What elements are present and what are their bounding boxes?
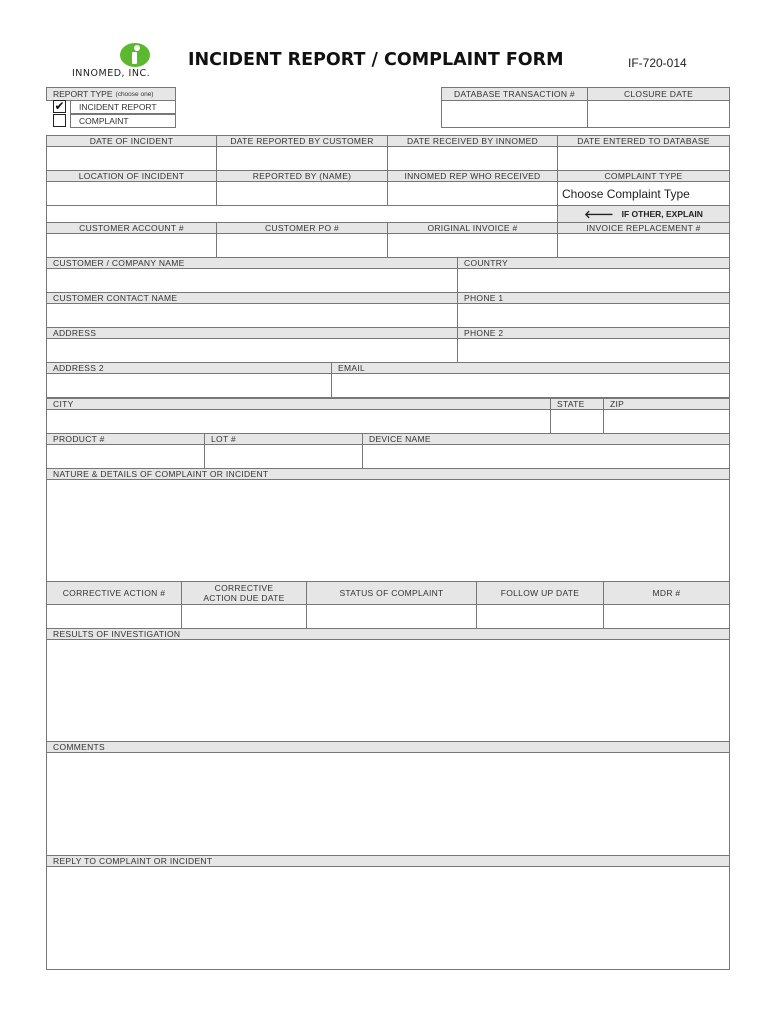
email-field[interactable] [331,373,730,398]
results-label: RESULTS OF INVESTIGATION [46,628,730,640]
company-name: INNOMED, INC. [72,68,151,79]
reply-field[interactable] [46,866,730,970]
city-label: CITY [46,398,551,410]
mdr-label: MDR # [603,581,730,605]
corrective-due-date-field[interactable] [181,604,307,629]
customer-account-label: CUSTOMER ACCOUNT # [46,222,217,234]
complaint-option: COMPLAINT [70,114,176,128]
database-transaction-label: DATABASE TRANSACTION # [441,87,588,101]
reply-label: REPLY TO COMPLAINT OR INCIDENT [46,855,730,867]
comments-field[interactable] [46,752,730,856]
address2-label: ADDRESS 2 [46,362,332,374]
date-of-incident-label: DATE OF INCIDENT [46,135,217,147]
follow-up-date-field[interactable] [476,604,604,629]
email-label: EMAIL [331,362,730,374]
other-explain-field[interactable] [46,205,558,223]
incident-report-checkbox[interactable]: ✔ [54,99,65,113]
city-field[interactable] [46,409,551,434]
closure-date-label: CLOSURE DATE [587,87,730,101]
phone1-field[interactable] [457,303,730,328]
complaint-type-label: COMPLAINT TYPE [557,170,730,182]
date-received-label: DATE RECEIVED BY INNOMED [387,135,558,147]
date-reported-label: DATE REPORTED BY CUSTOMER [216,135,388,147]
results-field[interactable] [46,639,730,742]
company-name-label: CUSTOMER / COMPANY NAME [46,257,458,269]
reported-by-field[interactable] [216,181,388,206]
form-number: IF-720-014 [628,56,687,70]
address2-field[interactable] [46,373,332,398]
original-invoice-label: ORIGINAL INVOICE # [387,222,558,234]
form-title: INCIDENT REPORT / COMPLAINT FORM [188,50,564,70]
innomed-rep-field[interactable] [387,181,558,206]
customer-po-field[interactable] [216,233,388,258]
incident-report-option: INCIDENT REPORT [70,100,176,114]
state-label: STATE [550,398,604,410]
date-entered-label: DATE ENTERED TO DATABASE [557,135,730,147]
status-label: STATUS OF COMPLAINT [306,581,477,605]
address-label: ADDRESS [46,327,458,339]
corrective-due-date-label: CORRECTIVE ACTION DUE DATE [181,581,307,605]
product-number-label: PRODUCT # [46,433,205,445]
customer-account-field[interactable] [46,233,217,258]
phone1-label: PHONE 1 [457,292,730,304]
phone2-field[interactable] [457,338,730,363]
device-name-label: DEVICE NAME [362,433,730,445]
address-field[interactable] [46,338,458,363]
if-other-explain-label: 🡐 IF OTHER, EXPLAIN [557,205,730,223]
state-field[interactable] [550,409,604,434]
complaint-checkbox[interactable] [53,114,66,127]
company-logo [118,42,152,68]
closure-date-field[interactable] [587,100,730,128]
comments-label: COMMENTS [46,741,730,753]
country-label: COUNTRY [457,257,730,269]
complaint-type-select[interactable]: Choose Complaint Type [557,181,730,206]
date-of-incident-field[interactable] [46,146,217,171]
mdr-field[interactable] [603,604,730,629]
zip-label: ZIP [603,398,730,410]
product-number-field[interactable] [46,444,205,469]
contact-name-field[interactable] [46,303,458,328]
database-transaction-field[interactable] [441,100,588,128]
follow-up-date-label: FOLLOW UP DATE [476,581,604,605]
report-type-heading: REPORT TYPE (choose one) [46,87,176,101]
zip-field[interactable] [603,409,730,434]
reported-by-label: REPORTED BY (NAME) [216,170,388,182]
invoice-replacement-label: INVOICE REPLACEMENT # [557,222,730,234]
status-field[interactable] [306,604,477,629]
nature-details-field[interactable] [46,479,730,582]
arrow-left-icon: 🡐 [584,209,614,221]
customer-po-label: CUSTOMER PO # [216,222,388,234]
company-name-field[interactable] [46,268,458,293]
innomed-rep-label: INNOMED REP WHO RECEIVED [387,170,558,182]
location-field[interactable] [46,181,217,206]
date-reported-field[interactable] [216,146,388,171]
original-invoice-field[interactable] [387,233,558,258]
lot-number-field[interactable] [204,444,363,469]
phone2-label: PHONE 2 [457,327,730,339]
date-entered-field[interactable] [557,146,730,171]
date-received-field[interactable] [387,146,558,171]
nature-details-label: NATURE & DETAILS OF COMPLAINT OR INCIDENT [46,468,730,480]
lot-number-label: LOT # [204,433,363,445]
corrective-action-field[interactable] [46,604,182,629]
invoice-replacement-field[interactable] [557,233,730,258]
country-field[interactable] [457,268,730,293]
corrective-action-label: CORRECTIVE ACTION # [46,581,182,605]
device-name-field[interactable] [362,444,730,469]
contact-name-label: CUSTOMER CONTACT NAME [46,292,458,304]
location-label: LOCATION OF INCIDENT [46,170,217,182]
